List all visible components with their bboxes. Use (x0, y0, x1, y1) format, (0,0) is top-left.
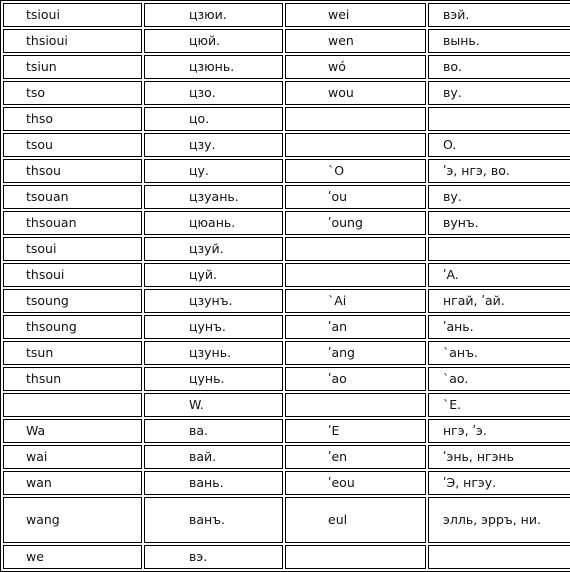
table-row (3, 445, 570, 469)
table-cell: цунь. (144, 367, 283, 391)
table-cell (285, 107, 426, 131)
table-cell: wen (285, 29, 426, 53)
table-cell: вэ. (144, 545, 283, 569)
table-row (3, 133, 570, 157)
table-cell: цунъ. (144, 315, 283, 339)
table-row (3, 55, 570, 79)
table-cell: ʹэ, нгэ, во. (428, 159, 570, 183)
table-row (3, 315, 570, 339)
table-row (3, 29, 570, 53)
table-cell: цзунь. (144, 341, 283, 365)
table-row (3, 471, 570, 495)
table-cell: ʹou (285, 185, 426, 209)
table-cell: вай. (144, 445, 283, 469)
table-cell: ву. (428, 185, 570, 209)
table-cell: цзу. (144, 133, 283, 157)
table-cell: thsun (3, 367, 142, 391)
table-cell: ву. (428, 81, 570, 105)
table-cell (285, 237, 426, 261)
table-row (3, 237, 570, 261)
table-cell (428, 237, 570, 261)
table-cell: tsioui (3, 3, 142, 27)
table-cell: wou (285, 81, 426, 105)
table-row (3, 81, 570, 105)
table-cell: W. (144, 393, 283, 417)
table-cell: ʹao (285, 367, 426, 391)
table-cell: ʹang (285, 341, 426, 365)
table-cell: thsou (3, 159, 142, 183)
table-row (3, 341, 570, 365)
table-cell: ʹeou (285, 471, 426, 495)
table-cell: thso (3, 107, 142, 131)
table-cell: вунъ. (428, 211, 570, 235)
table-cell (285, 263, 426, 287)
table-cell: ʹань. (428, 315, 570, 339)
table-cell: tsoui (3, 237, 142, 261)
table-row (3, 545, 570, 569)
table-cell: Wa (3, 419, 142, 443)
table-row (3, 419, 570, 443)
table-cell: `анъ. (428, 341, 570, 365)
table-cell: ʹЭ, нгэу. (428, 471, 570, 495)
table-cell: O. (428, 133, 570, 157)
table-cell: thsouan (3, 211, 142, 235)
table-cell: thsoung (3, 315, 142, 339)
table-cell (285, 393, 426, 417)
table-row (3, 211, 570, 235)
table-cell: `E. (428, 393, 570, 417)
table-cell: ʹoung (285, 211, 426, 235)
table-cell: `O (285, 159, 426, 183)
table-cell: ʹA. (428, 263, 570, 287)
table-cell: ва. (144, 419, 283, 443)
table-body (3, 3, 570, 569)
table-row (3, 393, 570, 417)
table-cell: tsiun (3, 55, 142, 79)
table-row (3, 107, 570, 131)
table-cell: цзюнь. (144, 55, 283, 79)
table-cell: цзунъ. (144, 289, 283, 313)
table-cell: цу. (144, 159, 283, 183)
table-cell: we (3, 545, 142, 569)
table-cell: wang (3, 497, 142, 543)
table-cell: нгэ, ʹэ. (428, 419, 570, 443)
table-cell (285, 545, 426, 569)
table-cell: цзюи. (144, 3, 283, 27)
table-row (3, 497, 570, 543)
table-cell: цзуй. (144, 237, 283, 261)
table-cell: во. (428, 55, 570, 79)
table-cell: `ao. (428, 367, 570, 391)
table-cell: ʹan (285, 315, 426, 339)
table-cell: ʹE (285, 419, 426, 443)
table-cell: ʹэнь, нгэнь (428, 445, 570, 469)
table-cell: цзо. (144, 81, 283, 105)
table-row (3, 289, 570, 313)
table-cell: tsouan (3, 185, 142, 209)
table-cell: ʹen (285, 445, 426, 469)
table-cell: wei (285, 3, 426, 27)
table-cell: цюань. (144, 211, 283, 235)
table-cell: цюй. (144, 29, 283, 53)
table-cell: tsou (3, 133, 142, 157)
table-cell: цзуань. (144, 185, 283, 209)
table-cell: thsoui (3, 263, 142, 287)
table-cell: ванъ. (144, 497, 283, 543)
table-cell: нгай, ʹай. (428, 289, 570, 313)
table-cell: wai (3, 445, 142, 469)
table-cell: thsioui (3, 29, 142, 53)
table-cell: вэй. (428, 3, 570, 27)
table-cell: tso (3, 81, 142, 105)
table-row (3, 263, 570, 287)
table-cell: цо. (144, 107, 283, 131)
table-cell (428, 107, 570, 131)
table-row (3, 367, 570, 391)
table-row (3, 3, 570, 27)
table-row (3, 185, 570, 209)
table-cell (285, 133, 426, 157)
table-cell (3, 393, 142, 417)
table-cell (428, 545, 570, 569)
table-cell: вань. (144, 471, 283, 495)
table-row (3, 159, 570, 183)
table-cell: wó (285, 55, 426, 79)
table-cell: wan (3, 471, 142, 495)
table-cell: `Ai (285, 289, 426, 313)
table-cell: элль, эрръ, ни. (428, 497, 570, 543)
table-cell: tsoung (3, 289, 142, 313)
table-cell: вынь. (428, 29, 570, 53)
table-cell: eul (285, 497, 426, 543)
table-cell: цуй. (144, 263, 283, 287)
table-cell: tsun (3, 341, 142, 365)
